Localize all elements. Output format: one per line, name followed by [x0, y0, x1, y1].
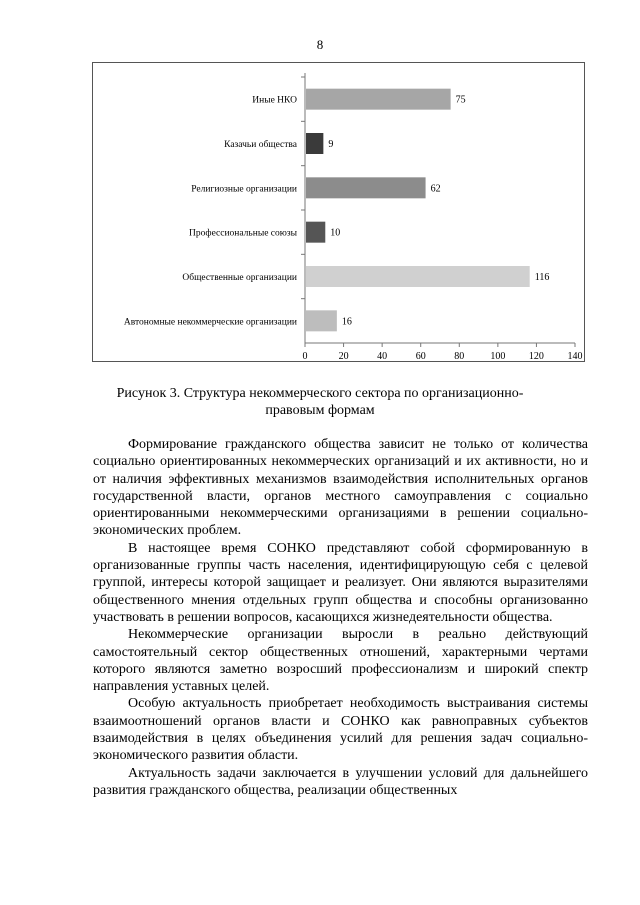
- data-label: 62: [430, 183, 441, 195]
- category-label: Автономные некоммерческие организации: [123, 317, 297, 328]
- data-label: 10: [330, 227, 341, 239]
- paragraph: Актуальность задачи заключается в улучшении условий для дальнейшего развития гражданского общества, реализации общественных: [93, 765, 588, 798]
- data-label: 116: [534, 272, 550, 283]
- x-tick-label: 40: [377, 351, 388, 361]
- body-text: [93, 436, 588, 799]
- page-number: 8: [316, 37, 324, 52]
- bar: [306, 133, 323, 154]
- caption-line-1: Рисунок 3. Структура некоммерческого сектора по организационно-: [116, 386, 524, 401]
- paragraph: Некоммерческие организации выросли в реально действующий самостоятельный сектор общественных отношений, характерными чертами которого являются заметно возросший профессионализм и широкий спектр направления уставных целей.: [93, 627, 588, 695]
- bar: [306, 89, 451, 110]
- bar: [306, 310, 337, 331]
- x-tick-label: 100: [490, 351, 506, 361]
- chart-svg: [93, 63, 584, 361]
- caption-line-2: правовым формам: [265, 403, 375, 418]
- category-label: Иные НКО: [252, 95, 297, 106]
- x-tick-label: 120: [528, 351, 544, 361]
- data-label: 9: [328, 139, 334, 150]
- x-tick-label: 140: [567, 351, 583, 361]
- paragraph: Формирование гражданского общества зависит не только от количества социально ориентированных некоммерческих организаций и их активности, но и от наличия эффективных механизмов взаимодействия исполнительных органов государственной власти, органов местного самоуправления с социально ориентированными некоммерческими организациями в решении социально-экономических проблем.: [93, 437, 588, 539]
- x-tick-label: 20: [338, 351, 349, 361]
- data-label: 75: [455, 94, 466, 106]
- bar: [306, 222, 325, 243]
- x-tick-label: 80: [454, 351, 465, 361]
- category-label: Религиозные организации: [191, 184, 297, 195]
- category-label: Профессиональные союзы: [189, 228, 297, 239]
- figure-caption: [90, 385, 550, 419]
- category-label: Казачьи общества: [224, 140, 297, 150]
- bar: [306, 177, 426, 198]
- x-tick-label: 0: [302, 351, 308, 361]
- x-tick-label: 60: [415, 351, 426, 361]
- category-label: Общественные организации: [182, 273, 297, 283]
- paragraph: В настоящее время СОНКО представляют собой сформированную в организованные группы часть населения, идентифицирующую себя с целевой группой, интересы которой защищает и реализует. Они являются выразителями общественного мнения отдельных групп общества и способны организованно участвовать в решении вопросов, касающихся жизнедеятельности общества.: [93, 540, 588, 625]
- bar: [306, 266, 530, 287]
- data-label: 16: [341, 316, 352, 328]
- bar-chart: [92, 62, 585, 362]
- paragraph: Особую актуальность приобретает необходимость выстраивания системы взаимоотношений органов власти и СОНКО как равноправных субъектов взаимодействия в целях объединения усилий для решения задач социально-экономического развития области.: [93, 696, 588, 764]
